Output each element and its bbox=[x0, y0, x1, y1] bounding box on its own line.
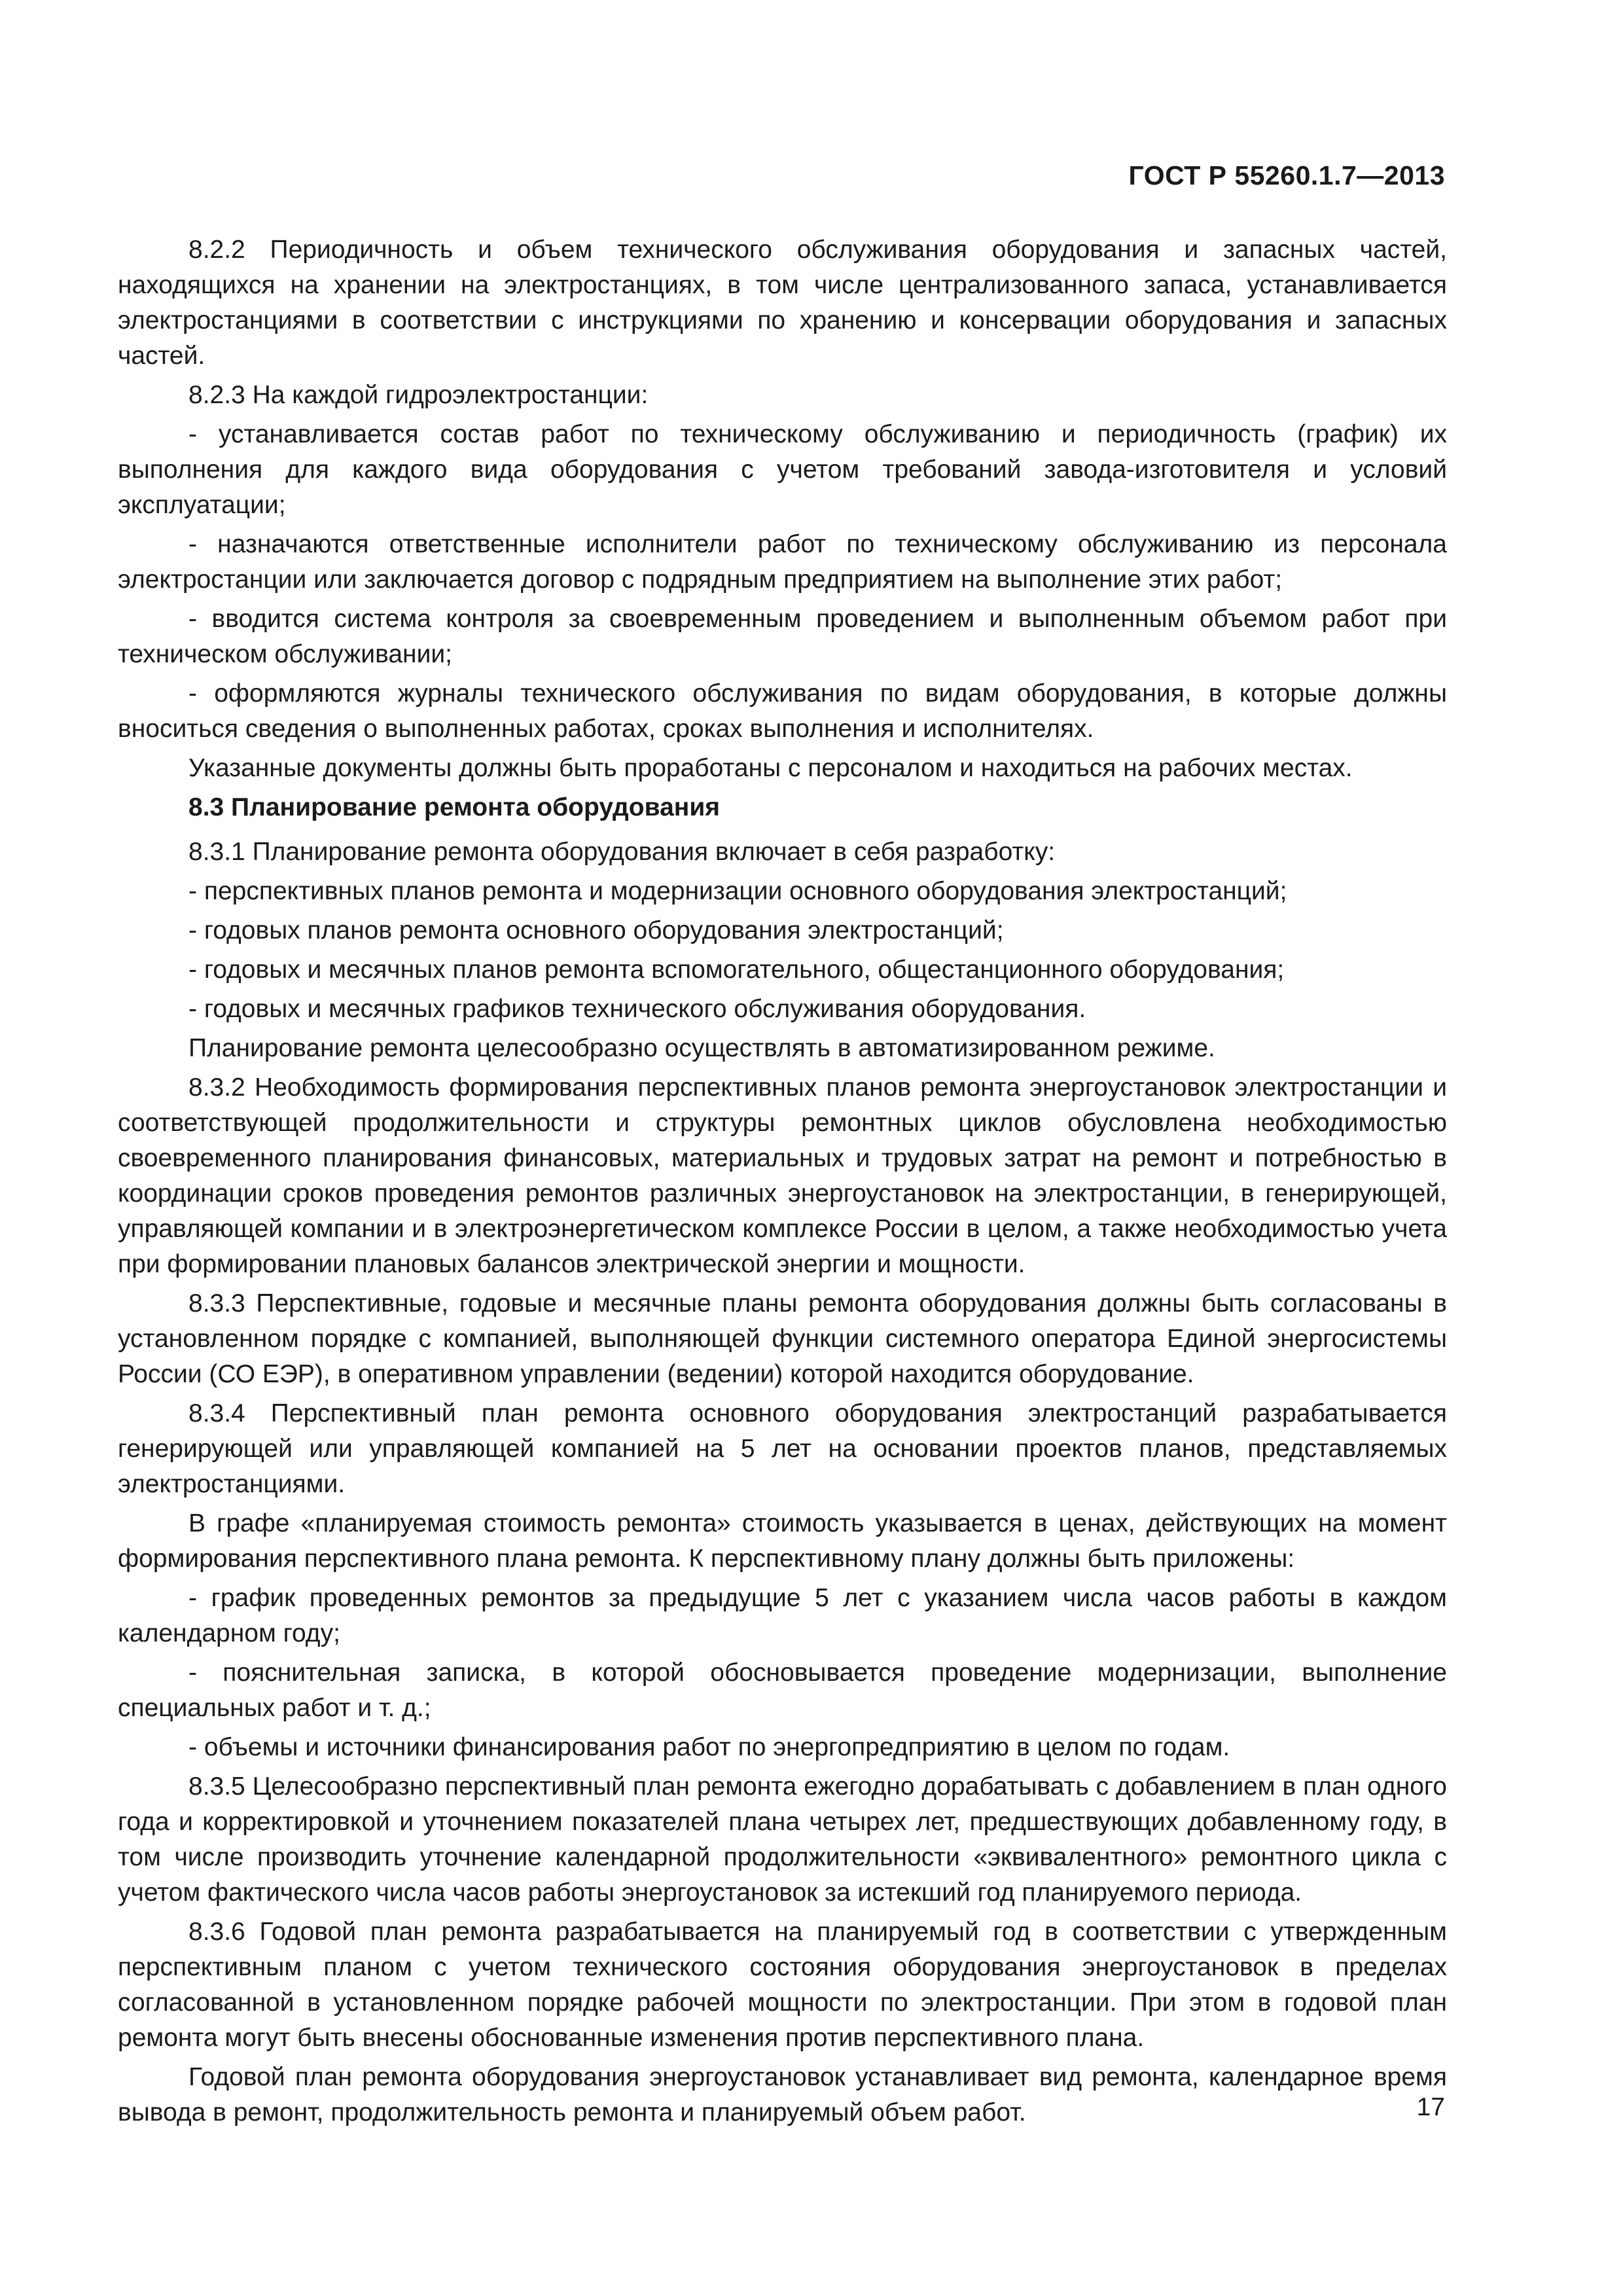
list-item: - годовых планов ремонта основного оборудования электростанций; bbox=[188, 916, 1004, 944]
list-item: - устанавливается состав работ по техническому обслуживанию и периодичность (график) их выполнения для каждого вида оборудования с учетом требований завода-изготовителя и условий эксплуатации; bbox=[118, 420, 1447, 519]
list-item: - пояснительная записка, в которой обосновывается проведение модернизации, выполнение специальных работ и т. д.; bbox=[118, 1659, 1447, 1722]
document-standard-id: ГОСТ Р 55260.1.7—2013 bbox=[1128, 160, 1445, 190]
paragraph: Указанные документы должны быть проработаны с персоналом и находиться на рабочих местах. bbox=[188, 754, 1353, 782]
paragraph-8-3-2: 8.3.2 Необходимость формирования перспективных планов ремонта энергоустановок электростанции и соответствующей продолжительности и структуры ремонтных циклов обусловлена необходимостью своевременного планирования финансовых, материальных и трудовых затрат на ремонт и потребностью в координации сроков проведения ремонтов различных энергоустановок на электростанции, в генерирующей, управляющей компании и в электроэнергетическом комплексе России в целом, а также необходимостью учета при формировании плановых балансов электрической энергии и мощности. bbox=[118, 1073, 1447, 1278]
paragraph-8-3-4: 8.3.4 Перспективный план ремонта основного оборудования электростанций разрабатывается генерирующей или управляющей компанией на 5 лет на основании проектов планов, представляемых электростанциями. bbox=[118, 1399, 1447, 1498]
document-body bbox=[118, 232, 1447, 2134]
list-item: - годовых и месячных планов ремонта вспомогательного, общестанционного оборудования; bbox=[188, 956, 1285, 984]
list-item: - график проведенных ремонтов за предыдущие 5 лет с указанием числа часов работы в каждом календарном году; bbox=[118, 1584, 1447, 1647]
list-item: - годовых и месячных графиков технического обслуживания оборудования. bbox=[188, 995, 1086, 1023]
list-item: - объемы и источники финансирования работ по энергопредприятию в целом по годам. bbox=[188, 1733, 1230, 1761]
list-item: - оформляются журналы технического обслуживания по видам оборудования, в которые должны вноситься сведения о выполненных работах, сроках выполнения и исполнителях. bbox=[118, 679, 1447, 743]
paragraph-8-3-3: 8.3.3 Перспективные, годовые и месячные планы ремонта оборудования должны быть согласованы в установленном порядке с компанией, выполняющей функции системного оператора Единой энергосистемы России (СО ЕЭР), в оперативном управлении (ведении) которой находится оборудование. bbox=[118, 1289, 1447, 1388]
paragraph: Годовой план ремонта оборудования энергоустановок устанавливает вид ремонта, календарное время вывода в ремонт, продолжительность ремонта и планируемый объем работ. bbox=[118, 2063, 1447, 2126]
paragraph: Планирование ремонта целесообразно осуществлять в автоматизированном режиме. bbox=[188, 1034, 1215, 1062]
page-number: 17 bbox=[1416, 2093, 1445, 2121]
paragraph-8-3-1: 8.3.1 Планирование ремонта оборудования включает в себя разработку: bbox=[188, 838, 1056, 866]
paragraph: В графе «планируемая стоимость ремонта» стоимость указывается в ценах, действующих на момент формирования перспективного плана ремонта. К перспективному плану должны быть приложены: bbox=[118, 1509, 1447, 1573]
list-item: - назначаются ответственные исполнители работ по техническому обслуживанию из персонала электростанции или заключается договор с подрядным предприятием на выполнение этих работ; bbox=[118, 530, 1447, 594]
list-item: - вводится система контроля за своевременным проведением и выполненным объемом работ при техническом обслуживании; bbox=[118, 605, 1447, 668]
paragraph-8-3-5: 8.3.5 Целесообразно перспективный план ремонта ежегодно дорабатывать с добавлением в план одного года и корректировкой и уточнением показателей плана четырех лет, предшествующих добавленному году, в том числе производить уточнение календарной продолжительности «эквивалентного» ремонтного цикла с учетом фактического числа часов работы энергоустановок за истекший год планируемого периода. bbox=[118, 1772, 1447, 1907]
paragraph-8-2-3: 8.2.3 На каждой гидроэлектростанции: bbox=[188, 381, 649, 409]
paragraph-8-2-2: 8.2.2 Периодичность и объем технического обслуживания оборудования и запасных частей, находящихся на хранении на электростанциях, в том числе централизованного запаса, устанавливается электростанциями в соответствии с инструкциями по хранению и консервации оборудования и запасных частей. bbox=[118, 236, 1447, 370]
list-item: - перспективных планов ремонта и модернизации основного оборудования электростанций; bbox=[188, 877, 1287, 905]
paragraph-8-3-6: 8.3.6 Годовой план ремонта разрабатывается на планируемый год в соответствии с утвержденным перспективным планом с учетом технического состояния оборудования энергоустановок в пределах согласованной в установленном порядке рабочей мощности по электростанции. При этом в годовой план ремонта могут быть внесены обоснованные изменения против перспективного плана. bbox=[118, 1918, 1447, 2052]
section-heading-8-3: 8.3 Планирование ремонта оборудования bbox=[188, 793, 721, 821]
